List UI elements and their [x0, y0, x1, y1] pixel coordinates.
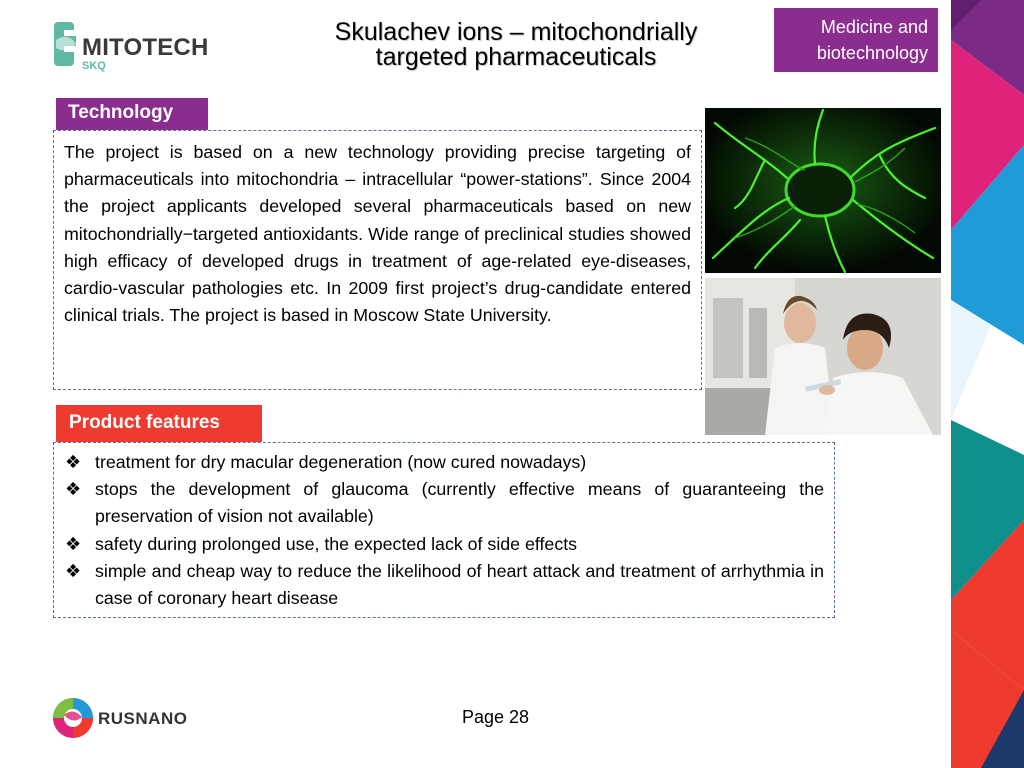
page-number: Page 28	[462, 707, 530, 727]
mitotech-logo-text: MITOTECH	[82, 34, 209, 61]
rusnano-logo-text: RUSNANO	[98, 709, 188, 728]
diamond-bullet-icon: ❖	[65, 479, 82, 500]
feature-text: safety during prolonged use, the expected lack of side effects	[95, 533, 578, 554]
laboratory-researchers-photo	[705, 278, 941, 435]
technology-description: The project is based on a new technology providing precise targeting of pharmaceuticals into mitochondria – intracellular “power-stations”. Since 2004 the project applicants developed several pharmaceuticals based on new mitochondrially−targeted antioxidants. Wide range of preclinical studies showed high efficacy of developed drugs in treatment of age-related eye-diseases, cardio-vascular pathologies etc. In 2009 first project’s drug-candidate entered clinical trials. The project is based in Moscow State University.	[64, 142, 691, 326]
feature-text: simple and cheap way to reduce the likelihood of heart attack and treatment of arrhythmia in case of coronary heart disease	[95, 560, 824, 609]
rusnano-logo-icon	[52, 697, 94, 739]
diamond-bullet-icon: ❖	[65, 452, 82, 472]
category-badge-line1: Medicine and	[820, 17, 928, 37]
feature-text: treatment for dry macular degeneration (now cured nowadays)	[95, 452, 587, 472]
slide-title-line1: Skulachev ions – mitochondrially	[334, 18, 698, 46]
slide-title-line2: targeted pharmaceuticals	[375, 43, 657, 71]
technology-text-box	[53, 130, 702, 390]
slide-title	[296, 20, 736, 70]
mitotech-logo	[50, 20, 210, 76]
decorative-side-stripe	[951, 0, 1024, 768]
list-item	[65, 531, 824, 558]
mitotech-logo-icon	[50, 20, 80, 74]
product-features-list	[65, 449, 824, 612]
list-item	[65, 558, 824, 612]
diamond-bullet-icon: ❖	[65, 560, 82, 581]
category-badge	[774, 8, 938, 72]
list-item	[65, 476, 824, 530]
product-features-box	[53, 442, 835, 618]
product-features-section-tab: Product features	[56, 405, 262, 442]
mitotech-logo-subtext: SKQ	[82, 60, 106, 72]
category-badge-line2: biotechnology	[816, 43, 928, 63]
technology-section-tab: Technology	[56, 98, 208, 130]
fluorescent-cell-image	[705, 108, 941, 273]
rusnano-logo	[52, 697, 202, 739]
diamond-bullet-icon: ❖	[65, 533, 82, 554]
list-item	[65, 449, 824, 476]
feature-text: stops the development of glaucoma (currently effective means of guaranteeing the preservation of vision not available)	[95, 479, 824, 527]
